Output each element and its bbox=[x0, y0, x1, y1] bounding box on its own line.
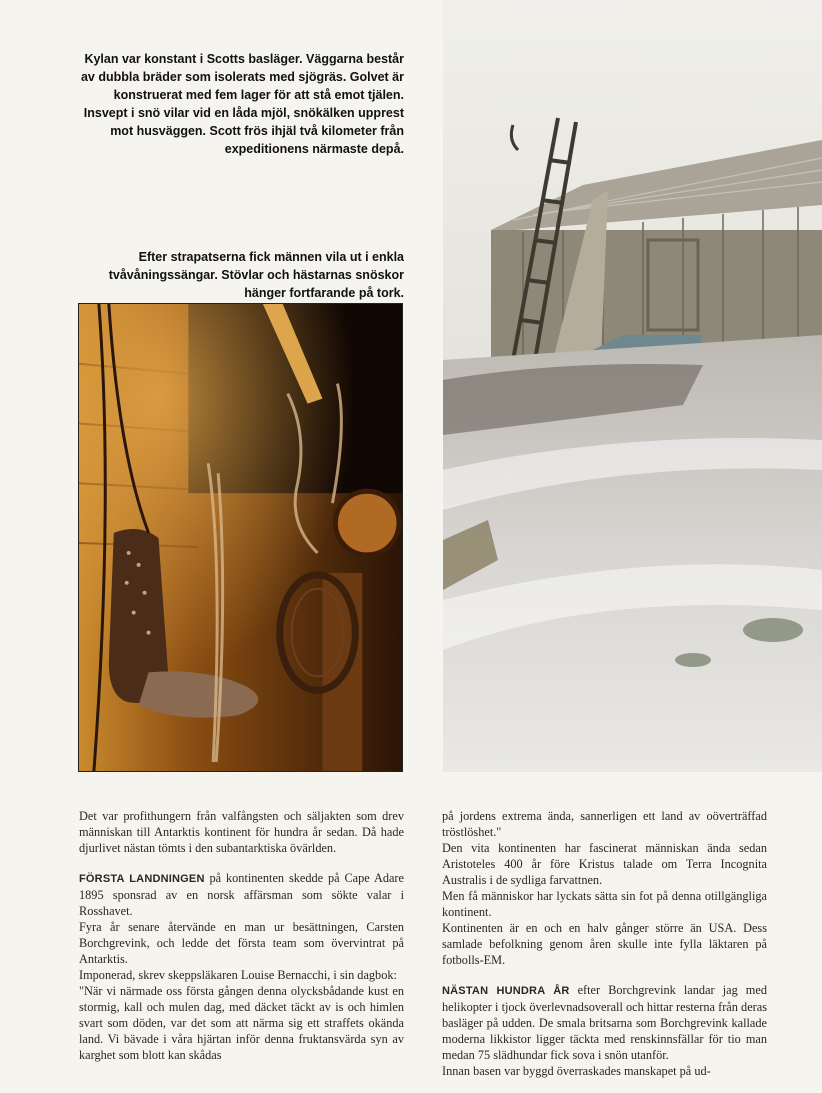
interior-photo bbox=[78, 303, 403, 772]
paragraph: Imponerad, skrev skeppsläkaren Louise Bernacchi, i sin dagbok: bbox=[79, 968, 397, 982]
paragraph-text: på kontinenten skedde på Cape Adare 1895 sponsrad av en norsk affärsman som sökte valar i Rosshavet. bbox=[79, 871, 404, 918]
paragraph: Det var profithungern från valfångsten och säljakten som drev människan till Antarktis kontinent för hundra år sedan. Då hade djurlivet nästan tömts i den subantarktiska övärlden. bbox=[79, 809, 404, 855]
lead-in: FÖRSTA LANDNINGEN bbox=[79, 873, 205, 885]
paragraph: Men få människor har lyckats sätta sin fot på denna otillgängliga kontinent. bbox=[442, 889, 767, 919]
lead-in: NÄSTAN HUNDRA ÅR bbox=[442, 985, 570, 997]
photo-caption-top: Kylan var konstant i Scotts basläger. Väggarna består av dubbla bräder som isolerats med sjögräs. Golvet är konstruerat med fem lager för att stå emot tjälen. Insvept i snö vilar vid en låda mjöl, snökälken upprest mot husväggen. Scott frös ihjäl två kilometer från expeditionens närmaste depå. bbox=[80, 52, 404, 156]
paragraph: Kontinenten är en och en halv gånger större än USA. Dess samlade befolkning genom åren skulle inte fylla läktaren på fotbolls-EM. bbox=[442, 921, 767, 967]
paragraph bbox=[79, 870, 404, 919]
article-column-right bbox=[442, 808, 767, 1079]
photo-caption-middle: Efter strapatserna fick männen vila ut i enkla tvåvåningssängar. Stövlar och hästarnas snöskor hänger fortfarande på tork. bbox=[108, 250, 404, 300]
paragraph-text: efter Borchgrevink landar jag med helikopter i tjock överlevnadsoverall och hittar resterna från deras basläger på udden. De smala britsarna som Borchgrevink kallade moderna likkistor ligger täckta med renskinnsfällar för tio man medan 75 slädhundar fick sova i snön utanför. bbox=[442, 983, 767, 1062]
paragraph: på jordens extrema ända, sannerligen ett land av oöverträffad tröstlöshet." bbox=[442, 809, 767, 839]
paragraph: Innan basen var byggd överraskades manskapet på ud- bbox=[442, 1064, 711, 1078]
hut-exterior-photo bbox=[443, 0, 822, 772]
paragraph: Den vita kontinenten har fascinerat människan ända sedan Aristoteles 400 år före Kristus talade om Terra Incognita Australis i de sydliga farvattnen. bbox=[442, 841, 767, 887]
paragraph: Fyra år senare återvände en man ur besättningen, Carsten Borchgrevink, och ledde det första team som övervintrat på Antarktis. bbox=[79, 920, 404, 966]
quote-paragraph: "När vi närmade oss första gången denna olycksbådande kust en stormig, kall och mulen dag, med däcket täckt av is och himlen svart som döden, var det som att närma sig ett straffets okända land. Vi bävade i våra hjärtan inför denna fruktansvärda syn av karghet som blott kan skådas bbox=[79, 984, 404, 1062]
paragraph bbox=[442, 982, 767, 1063]
article-column-left bbox=[79, 808, 404, 1063]
